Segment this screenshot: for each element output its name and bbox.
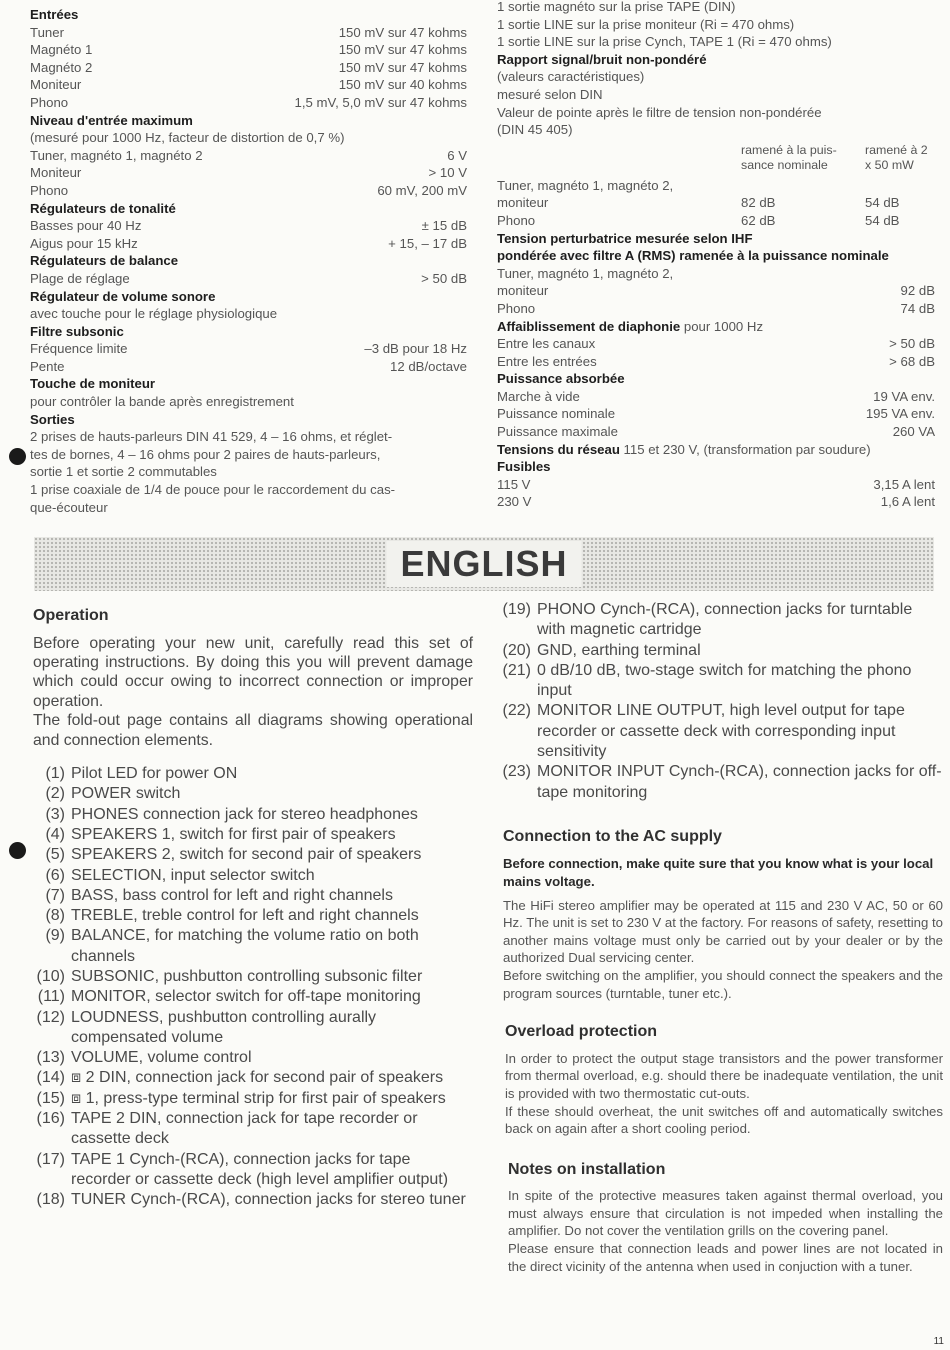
spec-row	[30, 358, 467, 376]
spec-row	[30, 59, 467, 77]
spec-line: (DIN 45 405)	[497, 122, 573, 138]
spec-value: 19 VA env.	[873, 388, 935, 404]
spec-row	[497, 282, 935, 300]
section-title: Tensions du réseau	[497, 441, 620, 457]
section-volume	[30, 288, 467, 323]
installation-paragraph: In spite of the protective measures taken against thermal overload, you must always ensure that circulation is not impeded when installing the amplifier. Do not cover the ventilation grills on the covering panel.	[508, 1188, 943, 1239]
list-item	[25, 906, 473, 926]
list-item	[25, 784, 473, 804]
operation-intro-2: The fold-out page contains all diagrams showing operational and connection elements.	[33, 712, 473, 749]
spec-label: Phono	[497, 300, 536, 316]
spec-line: Tuner, magnéto 1, magnéto 2,	[497, 265, 674, 281]
item-text: SPEAKERS 1, switch for first pair of speakers	[71, 825, 396, 843]
section-title: Touche de moniteur	[30, 376, 156, 392]
sorties-line: tes de bornes, 4 – 16 ohms pour 2 paires de hauts-parleurs,	[30, 446, 381, 462]
section-entrees	[30, 6, 467, 112]
list-item	[25, 1190, 473, 1210]
section-title: Entrées	[30, 7, 79, 22]
spec-row	[30, 24, 467, 42]
list-item	[25, 764, 473, 784]
section-title: Régulateurs de balance	[30, 253, 179, 269]
list-item	[25, 1048, 473, 1068]
spec-label: Puissance nominale	[497, 406, 616, 422]
sorties-line: sortie 1 et sortie 2 commutables	[30, 464, 217, 480]
spec-label: Phono	[30, 182, 69, 198]
item-number: (2)	[45, 785, 65, 803]
spec-label: moniteur	[497, 283, 549, 299]
spec-line: 1 sortie magnéto sur la prise TAPE (DIN)	[497, 0, 736, 14]
list-item	[25, 1089, 473, 1109]
spec-value: > 50 dB	[889, 336, 935, 352]
spec-value: > 68 dB	[889, 353, 935, 369]
operation-heading: Operation	[33, 607, 109, 624]
row-label: Tuner, magnéto 1, magnéto 2,	[497, 177, 674, 193]
spec-value: 6 V	[447, 147, 467, 163]
list-item	[25, 1068, 473, 1088]
section-title: Filtre subsonic	[30, 323, 124, 339]
item-number: (4)	[45, 825, 65, 843]
spec-label: Marche à vide	[497, 388, 580, 404]
spec-row	[30, 340, 467, 358]
list-item	[25, 967, 473, 987]
list-item	[25, 845, 473, 865]
item-text: PHONES connection jack for stereo headphones	[71, 805, 418, 823]
section-title: Rapport signal/bruit non-pondéré	[497, 51, 707, 67]
section-reseau	[497, 441, 935, 459]
ac-supply-paragraph: Before switching on the amplifier, you should connect the speakers and the program sources (turntable, tuner etc.).	[503, 967, 943, 1001]
spec-line: Valeur de pointe après le filtre de tension non-pondérée	[497, 104, 822, 120]
value: 82 dB	[741, 195, 776, 211]
list-item	[491, 661, 943, 702]
spec-line: 1 sortie LINE sur la prise moniteur (Ri = 470 ohms)	[497, 16, 795, 32]
item-number: (6)	[45, 866, 65, 884]
item-number: (1)	[45, 765, 65, 783]
spec-value: > 10 V	[428, 165, 467, 181]
list-item	[25, 1150, 473, 1191]
spec-row	[30, 76, 467, 94]
item-number: (23)	[502, 763, 531, 781]
controls-list	[25, 764, 473, 1211]
item-text: BALANCE, for matching the volume ratio on both channels	[71, 927, 419, 965]
ac-supply-paragraph: The HiFi stereo amplifier may be operated at 115 and 230 V AC, 50 or 60 Hz. The unit is set to 230 V at the factory. For reasons of safety, resetting to another mains voltage must only be carried out by your dealer or by the authorized Dual servicing center.	[503, 897, 943, 966]
spec-row	[497, 353, 935, 371]
item-number: (12)	[36, 1008, 65, 1026]
spec-row	[30, 41, 467, 59]
item-text: TUNER Cynch-(RCA), connection jacks for stereo tuner	[71, 1191, 466, 1209]
item-number: (18)	[36, 1191, 65, 1209]
spec-value: > 50 dB	[421, 270, 467, 286]
overload-heading: Overload protection	[505, 1023, 658, 1041]
list-item	[25, 987, 473, 1007]
section-text: pour contrôler la bande après enregistrement	[30, 394, 294, 410]
spec-label: Entre les canaux	[497, 336, 596, 352]
spec-row	[30, 270, 467, 288]
spec-value: 150 mV sur 47 kohms	[338, 42, 467, 58]
item-text: TREBLE, treble control for left and right channels	[71, 907, 419, 925]
item-number: (20)	[502, 641, 531, 659]
spec-row	[30, 164, 467, 182]
spec-row	[30, 94, 467, 112]
section-title: pondérée avec filtre A (RMS) ramenée à la puissance nominale	[497, 248, 889, 264]
section-tension	[497, 230, 935, 318]
item-text: SELECTION, input selector switch	[71, 866, 315, 884]
spec-row	[497, 388, 935, 406]
section-title: Niveau d'entrée maximum	[30, 112, 193, 128]
spec-label: Tuner	[30, 24, 64, 40]
spec-value: + 15, – 17 dB	[388, 235, 467, 251]
spec-row	[497, 335, 935, 353]
spec-value: 74 dB	[900, 300, 935, 316]
spec-row	[497, 423, 935, 441]
value: 54 dB	[865, 195, 900, 211]
column-header: ramené à 2 x 50 mW	[865, 142, 928, 172]
installation-heading: Notes on installation	[508, 1160, 666, 1178]
spec-value: –3 dB pour 18 Hz	[364, 341, 467, 357]
spec-label: Aigus pour 15 kHz	[30, 235, 138, 251]
spec-value: 92 dB	[900, 283, 935, 299]
spec-row	[30, 217, 467, 235]
specs-right-column	[497, 0, 935, 511]
item-number: (22)	[502, 702, 531, 720]
item-text: TAPE 1 Cynch-(RCA), connection jacks for tape recorder or cassette deck (high level amplifier output)	[71, 1150, 449, 1188]
list-item	[25, 926, 473, 967]
spec-value: ± 15 dB	[421, 218, 467, 234]
section-title: Affaiblissement de diaphonie	[497, 318, 681, 334]
list-item	[25, 866, 473, 886]
spec-value: 260 VA	[892, 424, 935, 440]
list-item	[25, 886, 473, 906]
item-text: MONITOR INPUT Cynch-(RCA), connection jacks for off-tape monitoring	[537, 763, 942, 801]
spec-value: 60 mV, 200 mV	[377, 182, 467, 198]
item-number: (8)	[45, 907, 65, 925]
spec-label: Entre les entrées	[497, 353, 597, 369]
spec-label: Moniteur	[30, 165, 82, 181]
list-item	[25, 805, 473, 825]
spec-line: mesuré selon DIN	[497, 86, 603, 102]
snr-table	[497, 143, 935, 230]
section-niveau	[30, 112, 467, 200]
section-text: 115 et 230 V, (transformation par soudure)	[619, 441, 871, 457]
spec-value: 3,15 A lent	[873, 476, 935, 492]
binder-hole-mark	[9, 842, 26, 859]
item-number: (5)	[45, 846, 65, 864]
item-text: Pilot LED for power ON	[71, 765, 238, 783]
spec-row	[497, 300, 935, 318]
sorties-line: que-écouteur	[30, 499, 108, 515]
item-number: (10)	[36, 968, 65, 985]
spec-label: Fréquence limite	[30, 341, 128, 357]
item-number: (13)	[36, 1049, 65, 1067]
section-title: Fusibles	[497, 459, 551, 475]
section-note: (mesuré pour 1000 Hz, facteur de distortion de 0,7 %)	[30, 130, 345, 146]
list-item	[491, 762, 943, 803]
section-title: Régulateurs de tonalité	[30, 200, 176, 216]
specs-left-column	[30, 6, 467, 516]
item-number: (3)	[45, 805, 65, 823]
spec-row	[30, 147, 467, 165]
item-text: POWER switch	[71, 785, 181, 803]
item-number: (16)	[36, 1110, 65, 1128]
spec-label: Puissance maximale	[497, 424, 618, 440]
spec-line: 1 sortie LINE sur la prise Cynch, TAPE 1 (Ri = 470 ohms)	[497, 34, 832, 50]
item-number: (15)	[36, 1089, 65, 1107]
ac-supply-heading: Connection to the AC supply	[503, 827, 722, 845]
section-sorties	[30, 411, 467, 517]
spec-label: Magnéto 2	[30, 59, 93, 75]
section-title-suffix: pour 1000 Hz	[680, 318, 764, 334]
row-label: Phono	[497, 212, 536, 228]
spec-line: (valeurs caractéristiques)	[497, 69, 645, 85]
spec-row	[497, 493, 935, 511]
section-subsonic	[30, 323, 467, 376]
banner-title: ENGLISH	[386, 541, 581, 587]
page-number: 11	[933, 1336, 944, 1347]
spec-label: Tuner, magnéto 1, magnéto 2	[30, 147, 203, 163]
item-text: LOUDNESS, pushbutton controlling aurally compensated volume	[71, 1008, 377, 1046]
section-tonalite	[30, 200, 467, 253]
list-item	[25, 1008, 473, 1049]
section-title: Sorties	[30, 411, 75, 427]
item-text: VOLUME, volume control	[71, 1049, 252, 1067]
item-number: (7)	[45, 886, 65, 904]
ac-supply-warning: Before connection, make quite sure that you know what is your local mains voltage.	[503, 855, 934, 889]
section-puissance	[497, 370, 935, 440]
section-diaphonie	[497, 318, 935, 371]
spec-label: Plage de réglage	[30, 270, 130, 286]
spec-value: 150 mV sur 40 kohms	[338, 77, 467, 93]
spec-value: 195 VA env.	[865, 406, 935, 422]
item-number: (11)	[37, 988, 65, 1006]
installation-paragraph: Please ensure that connection leads and power lines are not located in the direct vicinity of the antenna when used in conjuction with a tuner.	[508, 1241, 943, 1274]
spec-row	[497, 476, 935, 494]
overload-paragraph: If these should overheat, the unit switches off and automatically switches back on again after a short cooling period.	[505, 1103, 943, 1137]
list-item	[25, 825, 473, 845]
item-number: (9)	[45, 927, 65, 945]
sorties-line: 2 prises de hauts-parleurs DIN 41 529, 4 – 16 ohms, et réglet-	[30, 429, 393, 445]
list-item	[25, 1109, 473, 1150]
binder-hole-mark	[9, 448, 26, 465]
item-text: ⧈ 1, press-type terminal strip for first pair of speakers	[71, 1089, 446, 1107]
item-text: BASS, bass control for left and right channels	[71, 886, 393, 904]
spec-row	[30, 235, 467, 253]
sorties-line: 1 prise coaxiale de 1/4 de pouce pour le raccordement du cas-	[30, 482, 396, 498]
list-item	[491, 641, 943, 661]
spec-label: Pente	[30, 358, 65, 374]
spec-label: Phono	[30, 94, 69, 110]
item-text: MONITOR LINE OUTPUT, high level output for tape recorder or cassette deck with corresponding input sensitivity	[537, 702, 905, 761]
english-right-column	[497, 600, 943, 1275]
list-item	[491, 701, 943, 762]
spec-label: 230 V	[497, 494, 532, 510]
item-text: ⧈ 2 DIN, connection jack for second pair of speakers	[71, 1069, 444, 1087]
spec-label: Basses pour 40 Hz	[30, 218, 142, 234]
item-text: GND, earthing terminal	[537, 641, 701, 659]
row-label: moniteur	[497, 195, 549, 211]
item-text: MONITOR, selector switch for off-tape monitoring	[71, 988, 421, 1006]
item-text: SUBSONIC, pushbutton controlling subsonic filter	[71, 968, 423, 985]
item-number: (14)	[36, 1069, 65, 1087]
language-banner	[34, 537, 934, 591]
section-title: Puissance absorbée	[497, 371, 625, 387]
spec-value: 1,6 A lent	[880, 494, 935, 510]
english-left-column	[33, 606, 473, 1211]
list-item	[491, 600, 943, 641]
item-text: 0 dB/10 dB, two-stage switch for matching the phono input	[537, 661, 912, 700]
spec-row	[497, 405, 935, 423]
value: 54 dB	[865, 212, 900, 228]
item-number: (21)	[502, 661, 531, 679]
spec-label: 115 V	[497, 476, 531, 492]
spec-row	[30, 182, 467, 200]
item-text: PHONO Cynch-(RCA), connection jacks for turntable with magnetic cartridge	[537, 601, 913, 639]
controls-list-continued	[491, 600, 943, 803]
spec-value: 150 mV sur 47 kohms	[338, 59, 467, 75]
spec-value: 150 mV sur 47 kohms	[338, 24, 467, 40]
spec-value: 1,5 mV, 5,0 mV sur 47 kohms	[294, 94, 467, 110]
operation-intro: Before operating your new unit, carefully read this set of operating instructions. By doing this you will prevent damage which could occur owing to incorrect connection or improper operation.	[33, 634, 473, 710]
value: 62 dB	[741, 212, 776, 228]
section-fusibles	[497, 458, 935, 511]
section-title: Régulateur de volume sonore	[30, 288, 216, 304]
item-number: (19)	[502, 601, 531, 618]
section-rapport	[497, 51, 935, 230]
item-text: SPEAKERS 2, switch for second pair of speakers	[71, 846, 422, 864]
column-header: ramené à la puis-sance nominale	[741, 142, 837, 172]
spec-label: Moniteur	[30, 77, 82, 93]
section-title: Tension perturbatrice mesurée selon IHF	[497, 230, 753, 246]
spec-label: Magnéto 1	[30, 42, 93, 58]
section-balance	[30, 252, 467, 287]
section-text: avec touche pour le réglage physiologique	[30, 306, 278, 322]
spec-value: 12 dB/octave	[390, 358, 467, 374]
item-text: TAPE 2 DIN, connection jack for tape recorder or cassette deck	[71, 1110, 418, 1148]
overload-paragraph: In order to protect the output stage transistors and the power transformer from thermal overload, e.g. should there be inadequate ventilation, the unit is provided with two thermostatic cut-outs.	[505, 1050, 943, 1101]
section-moniteur	[30, 375, 467, 410]
item-number: (17)	[36, 1150, 65, 1168]
